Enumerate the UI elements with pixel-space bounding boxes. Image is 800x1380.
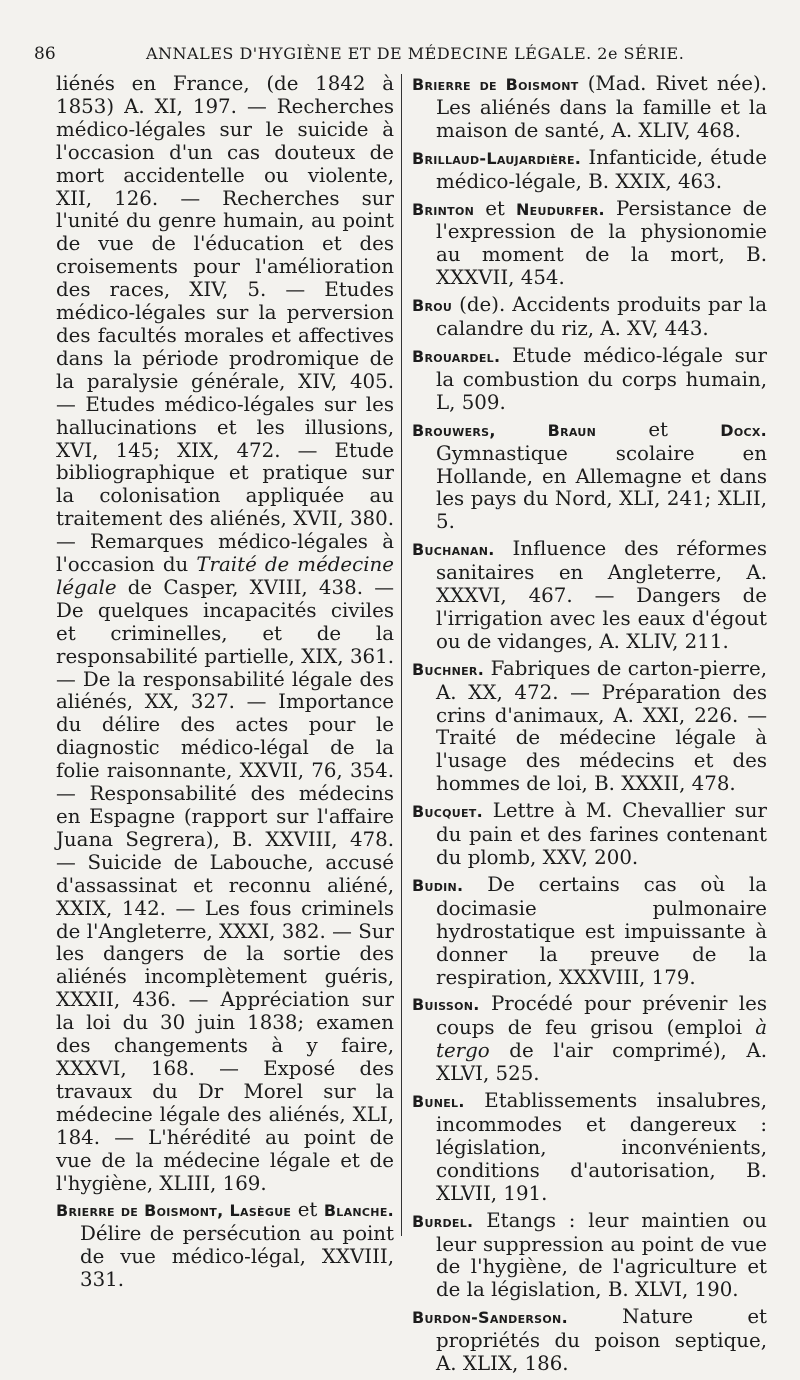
- entry-text: Fabriques de carton-pierre, A. XX, 472. — Préparation des crins d'animaux, A. XXI, 226. — Traité de médecine légale à l'usage des médecins et des hommes de loi, B. XXXII, 478.: [436, 656, 767, 796]
- entry-text: Procédé pour prévenir les coups de feu grisou (emploi: [436, 992, 767, 1040]
- entry-text: (de). Accidents produits par la calandre du riz, A. XV, 443.: [436, 293, 767, 341]
- entry-text: Etangs : leur maintien ou leur suppression au point de vue de l'hygiène, de l'agriculture et de la législation, B. XLVI, 190.: [436, 1208, 767, 1302]
- left-column: [56, 73, 394, 1296]
- index-entry: [412, 800, 767, 870]
- entry-heading: Bunel.: [412, 1092, 465, 1112]
- entry-heading: Burdon-Sanderson.: [412, 1308, 568, 1328]
- entry-text: Gymnastique scolaire en Hollande, en Allemagne et dans les pays du Nord, XLI, 241; XLII, 5.: [436, 441, 767, 534]
- column-divider: [401, 74, 402, 1236]
- index-entry: [412, 198, 767, 291]
- entry-text: Lettre à M. Chevallier sur du pain et des farines contenant du plomb, XXV, 200.: [436, 799, 767, 869]
- index-entry: [412, 874, 767, 990]
- entry-heading: Docx.: [720, 420, 767, 440]
- entry-heading: Brillaud-Laujardière.: [412, 148, 582, 168]
- entry-heading: Brierre de Boismont, Lasègue: [56, 1201, 292, 1221]
- index-entry: [412, 73, 767, 143]
- index-entry: [412, 345, 767, 415]
- entry-text: de l'air comprimé), A. XLVI, 525.: [436, 1039, 767, 1086]
- entry-heading: Brierre de Boismont: [412, 75, 579, 94]
- entry-heading: Brinton: [412, 199, 475, 219]
- entry-heading: Burdel.: [412, 1211, 474, 1231]
- index-entry: [412, 658, 767, 796]
- heading-joiner: et: [474, 196, 516, 220]
- page-number: 86: [34, 44, 56, 64]
- entry-heading: Buchanan.: [412, 540, 495, 560]
- entry-heading: Bucquet.: [412, 802, 483, 822]
- entry-heading: Brouardel.: [412, 346, 501, 366]
- entry-heading: Brouwers, Braun: [412, 420, 597, 440]
- entry-text: De certains cas où la docimasie pulmonaire hydrostatique est impuissante à donner la preuve de la respiration, XXXVIII, 179.: [436, 872, 767, 989]
- running-title: ANNALES D'HYGIÈNE ET DE MÉDECINE LÉGALE. 2e SÉRIE.: [146, 44, 685, 63]
- entry-text: Etablissements insalubres, incommodes et dangereux : législation, inconvénients, conditions d'autorisation, B. XLVII, 191.: [436, 1089, 767, 1205]
- entry-text: Délire de persécution au point de vue médico-légal, XXVIII, 331.: [80, 1222, 394, 1292]
- entry-text: de Casper, XVIII, 438. — De quelques incapacités civiles et criminelles, et de la responsabilité partielle, XIX, 361. — De la responsabilité légale des aliénés, XX, 327. — Importance du délire des actes pour le diagnostic médico-légal de la folie raisonnante, XXVII, 76, 354. — Responsabilité des médecins en Espagne (rapport sur l'affaire Juana Segrera), B. XXVIII, 478. — Suicide de Labouche, accusé d'assassinat et reconnu aliéné, XXIX, 142. — Les fous criminels de l'Angleterre, XXXI, 382. — Sur les dangers de la sortie des aliénés incomplètement guéris, XXXII, 436. — Appréciation sur la loi du 30 juin 1838; examen des changements à y faire, XXXVI, 168. — Exposé des travaux du Dr Morel sur la médecine légale des aliénés, XLI, 184. — L'hérédité au point de vue de la médecine légale et de l'hygiène, XLIII, 169.: [56, 575, 394, 1195]
- entry-text: Influence des réformes sanitaires en Angleterre, A. XXXVI, 467. — Dangers de l'irrigation avec les eaux d'égout ou de vidanges, A. XLIV, 211.: [436, 537, 767, 653]
- index-entry: [412, 993, 767, 1086]
- entry-text: Etude médico-légale sur la combustion du corps humain, L, 509.: [436, 343, 767, 414]
- entry-text: Persistance de l'expression de la physionomie au moment de la mort, B. XXXVII, 454.: [436, 196, 767, 290]
- entry-text: Nature et propriétés du poison septique, A. XLIX, 186.: [436, 1305, 767, 1376]
- index-entry: [412, 419, 767, 535]
- index-entry: [412, 147, 767, 194]
- index-entry: [412, 538, 767, 654]
- index-entry: [412, 1090, 767, 1206]
- entry-text: (Mad. Rivet née). Les aliénés dans la famille et la maison de santé, A. XLIV, 468.: [436, 72, 767, 142]
- index-entry: [412, 294, 767, 341]
- entry-text: Infanticide, étude médico-légale, B. XXIX, 463.: [436, 145, 767, 193]
- entry-heading: Budin.: [412, 875, 464, 895]
- index-entry: [56, 1199, 394, 1292]
- heading-joiner: et: [596, 417, 721, 441]
- entry-heading: Brou: [412, 296, 453, 316]
- entry-heading: Buisson.: [412, 995, 480, 1015]
- entry-heading: Buchner.: [412, 659, 485, 679]
- index-entry: [412, 1306, 767, 1376]
- entry-heading: Neudurfer.: [515, 199, 605, 219]
- entry-heading: Blanche.: [323, 1201, 395, 1221]
- heading-joiner: et: [291, 1198, 324, 1222]
- continued-entry: [56, 73, 394, 1195]
- entry-italic-phrase: à tergo: [436, 1016, 768, 1063]
- right-column: [412, 73, 767, 1380]
- entry-text: liénés en France, (de 1842 à 1853) A. XI, 197. — Recherches médico-légales sur le suicide à l'occasion d'un cas douteux de mort accidentelle ou violente, XII, 126. — Recherches sur l'unité du genre humain, au point de vue de l'éducation et des croisements pour l'amélioration des races, XIV, 5. — Etudes médico-légales sur la perversion des facultés morales et affectives dans la période prodromique de la paralysie générale, XIV, 405. — Etudes médico-légales sur les hallucinations et les illusions, XVI, 145; XIX, 472. — Etude bibliographique et pratique sur la colonisation appliquée au traitement des aliénés, XVII, 380. — Remarques médico-légales à l'occasion du: [56, 72, 394, 577]
- entry-italic-title: Traité de médecine légale: [56, 553, 394, 599]
- index-entry: [412, 1210, 767, 1303]
